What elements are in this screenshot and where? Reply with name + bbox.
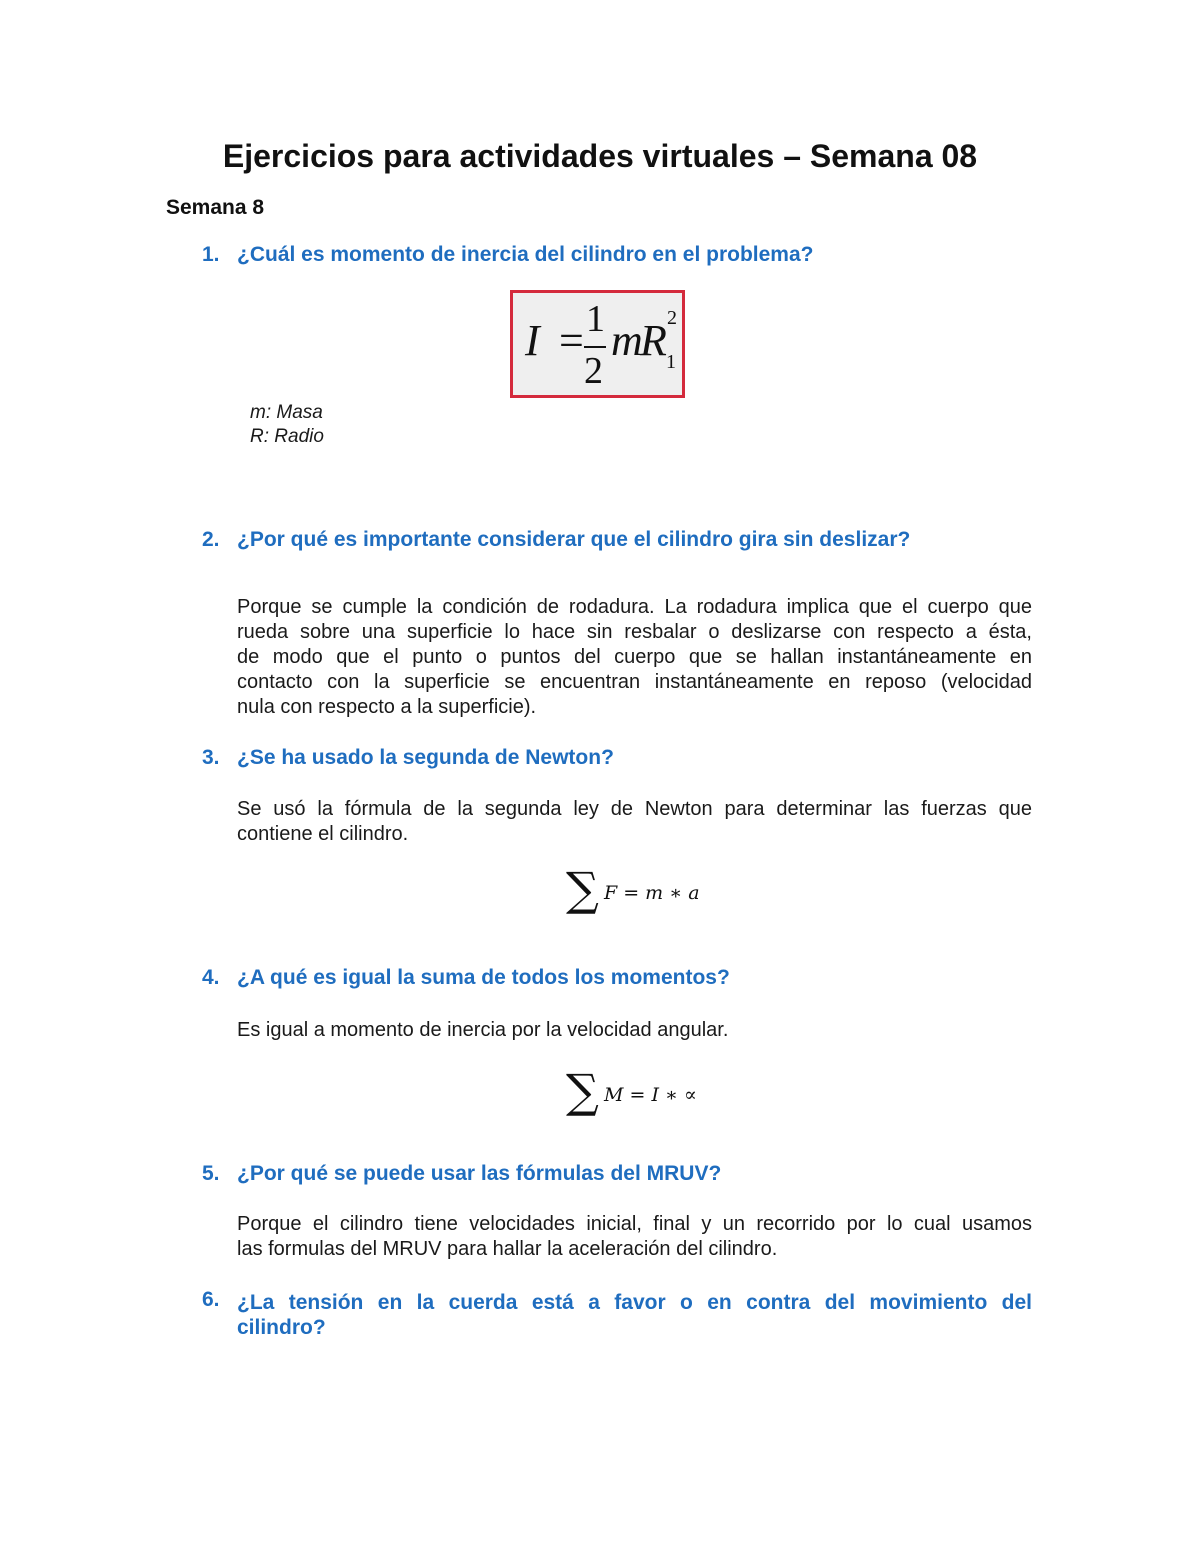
question-2-text: ¿Por qué es importante considerar que el cilindro gira sin deslizar? <box>237 528 911 551</box>
answer-line: contacto con la superficie se encuentran instantáneamente en reposo (velocidad <box>237 671 1032 693</box>
answer-line: nula con respecto a la superficie). <box>237 696 537 718</box>
answer-3 <box>237 797 1032 847</box>
formula-radius-symbol: R <box>640 316 667 365</box>
answer-2 <box>237 595 1032 720</box>
question-6-text-line-1: ¿La tensión en la cuerda está a favor o en contra del movimiento del <box>237 1291 1032 1314</box>
formula-superscript: 2 <box>667 307 677 329</box>
question-3-number: 3. <box>202 746 220 769</box>
section-title: Semana 8 <box>166 196 265 219</box>
formula-fraction-bar <box>584 346 606 348</box>
answer-line: las formulas del MRUV para hallar la aceleración del cilindro. <box>237 1238 778 1260</box>
legend-mass: m: Masa <box>250 402 323 423</box>
answer-line: Porque se cumple la condición de rodadura. La rodadura implica que el cuerpo que <box>237 596 1032 618</box>
formula-equals-sign: = <box>559 316 584 365</box>
document-title: Ejercicios para actividades virtuales – Semana 08 <box>222 138 978 174</box>
sigma-symbol: ∑ <box>566 862 599 916</box>
question-6-number: 6. <box>202 1288 220 1311</box>
question-2-number: 2. <box>202 528 220 551</box>
formula-mass-symbol: m <box>611 316 643 365</box>
formula-numerator: 1 <box>586 298 605 340</box>
answer-line: de modo que el punto o puntos del cuerpo que se hallan instantáneamente en <box>237 646 1032 668</box>
question-6-text-line-2: cilindro? <box>237 1316 326 1339</box>
legend-radius: R: Radio <box>250 426 324 447</box>
formula-inertia-symbol: I <box>525 316 540 365</box>
answer-line: Se usó la fórmula de la segunda ley de Newton para determinar las fuerzas que <box>237 798 1032 820</box>
question-1-number: 1. <box>202 243 220 266</box>
question-1-text: ¿Cuál es momento de inercia del cilindro en el problema? <box>237 243 814 266</box>
formula-expression: F = m ∗ a <box>604 882 700 904</box>
question-5-number: 5. <box>202 1162 220 1185</box>
answer-5 <box>237 1212 1032 1262</box>
answer-4 <box>237 1018 1032 1043</box>
formula-expression: M = I ∗ ∝ <box>604 1084 697 1106</box>
question-3-text: ¿Se ha usado la segunda de Newton? <box>237 746 614 769</box>
answer-line: Es igual a momento de inercia por la velocidad angular. <box>237 1019 729 1041</box>
answer-line: Porque el cilindro tiene velocidades inicial, final y un recorrido por lo cual usamos <box>237 1213 1032 1235</box>
question-4-number: 4. <box>202 966 220 989</box>
question-4-text: ¿A qué es igual la suma de todos los momentos? <box>237 966 730 989</box>
question-5-text: ¿Por qué se puede usar las fórmulas del MRUV? <box>237 1162 722 1185</box>
sigma-symbol: ∑ <box>566 1064 599 1118</box>
answer-line: rueda sobre una superficie lo hace sin resbalar o deslizarse con respecto a ésta, <box>237 621 1032 643</box>
formula-denominator: 2 <box>584 350 603 392</box>
formula-subscript: 1 <box>666 351 676 373</box>
moment-of-inertia-formula <box>510 290 685 398</box>
answer-line: contiene el cilindro. <box>237 823 409 845</box>
